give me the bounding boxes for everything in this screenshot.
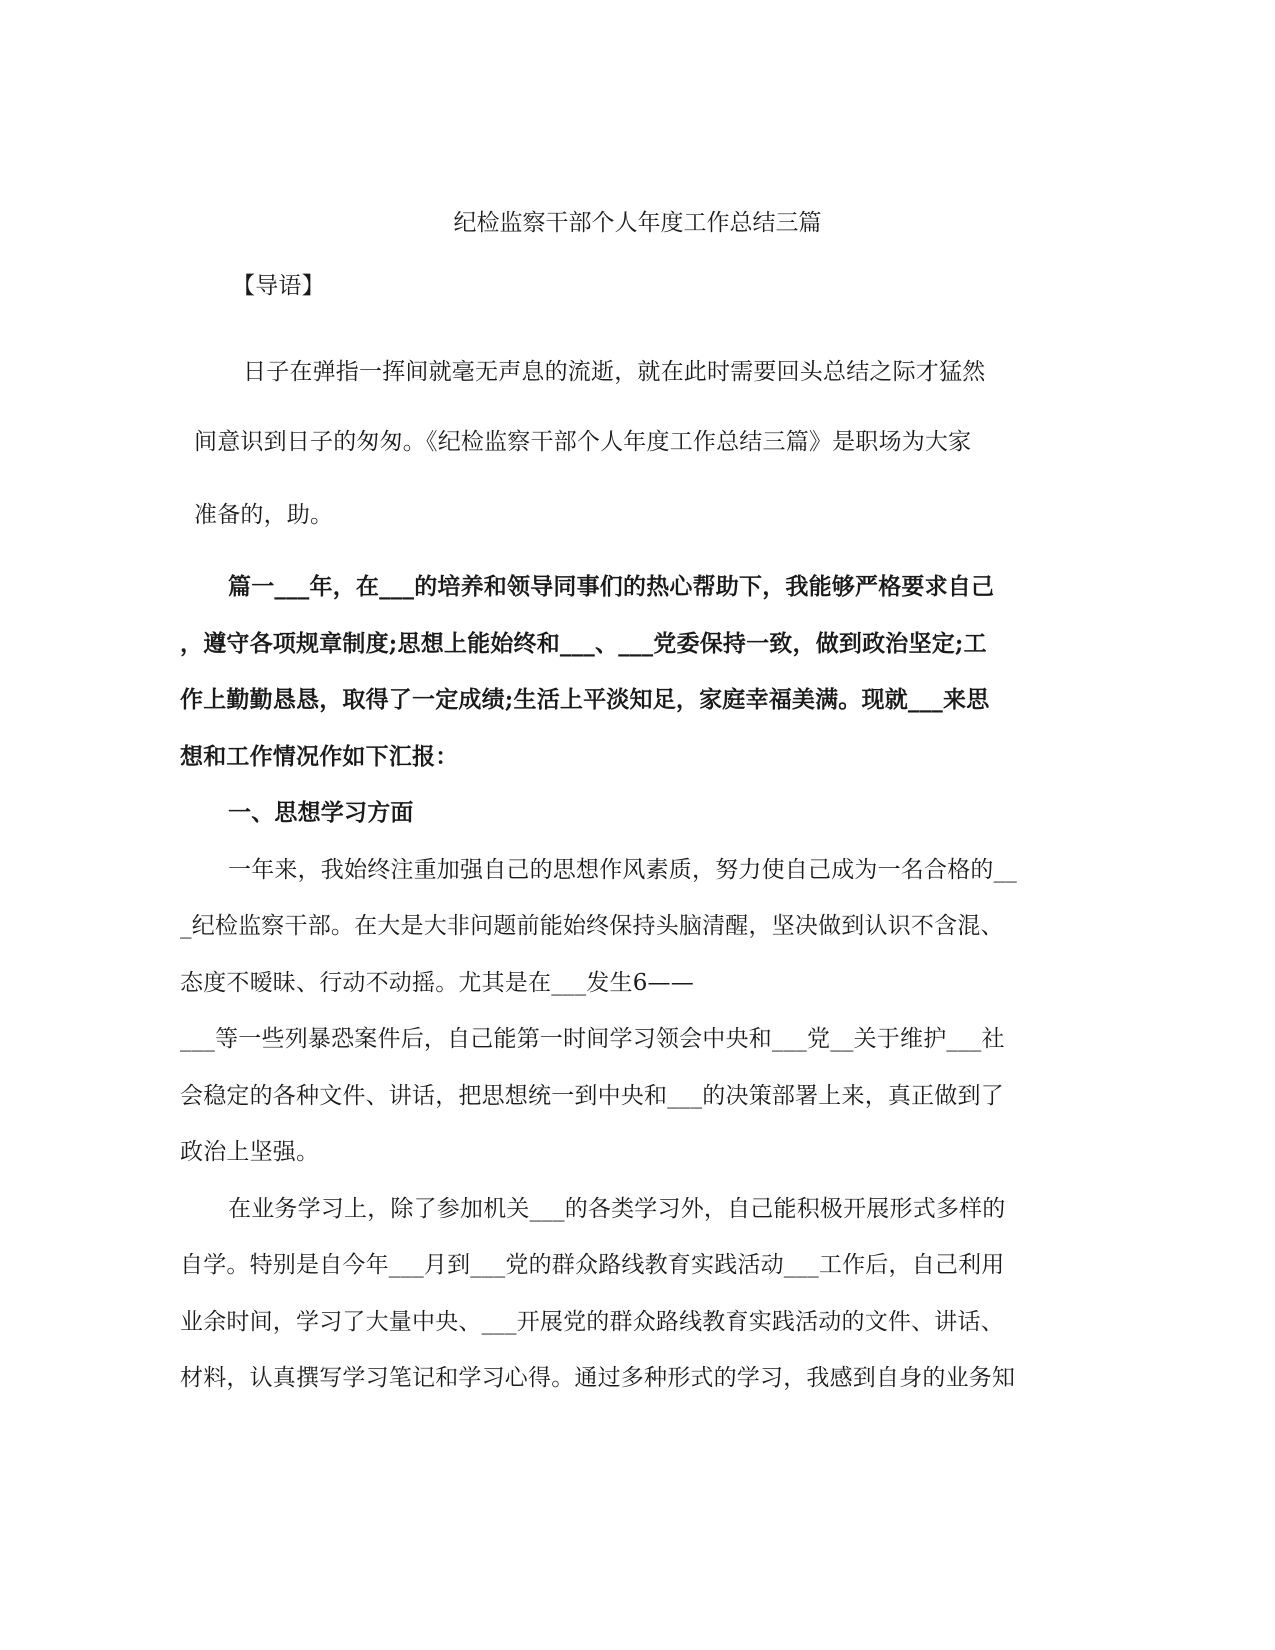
para1-line: _纪检监察干部。在大是大非问题前能始终保持头脑清醒，坚决做到认识不含混、	[180, 913, 1004, 939]
part1-line: 篇一___年，在___的培养和领导同事们的热心帮助下，我能够严格要求自己	[228, 573, 995, 600]
para2-line: 在业务学习上，除了参加机关___的各类学习外，自己能积极开展形式多样的	[228, 1196, 1006, 1222]
intro-line: 日子在弹指一挥间就毫无声息的流逝，就在此时需要回头总结之际才猛然	[243, 359, 986, 385]
part1-line: 作上勤勤恳恳，取得了一定成绩;生活上平淡知足，家庭幸福美满。现就___来思	[180, 686, 990, 713]
part1-line: ，遵守各项规章制度;思想上能始终和___、___党委保持一致，做到政治坚定;工	[180, 630, 987, 657]
para1-line: 一年来，我始终注重加强自己的思想作风素质，努力使自己成为一名合格的__	[228, 857, 1017, 883]
document-title: 纪检监察干部个人年度工作总结三篇	[453, 210, 822, 236]
section-heading: 一、思想学习方面	[228, 799, 414, 826]
para1-line: 态度不暧昧、行动不动摇。尤其是在___发生6——	[180, 970, 694, 996]
para2-line: 自学。特别是自今年___月到___党的群众路线教育实践活动___工作后，自己利用	[180, 1252, 1005, 1278]
para2-line: 材料，认真撰写学习笔记和学习心得。通过多种形式的学习，我感到自身的业务知	[180, 1365, 1016, 1391]
para1-line: 会稳定的各种文件、讲话，把思想统一到中央和___的决策部署上来，真正做到了	[180, 1083, 1004, 1109]
intro-heading: 【导语】	[232, 273, 325, 299]
intro-line: 间意识到日子的匆匆。《纪检监察干部个人年度工作总结三篇》是职场为大家	[194, 429, 972, 455]
para1-line: ___等一些列暴恐案件后，自己能第一时间学习领会中央和___党__关于维护___社	[180, 1026, 1005, 1052]
part1-line: 想和工作情况作如下汇报：	[180, 743, 459, 770]
para1-line: 政治上坚强。	[180, 1139, 320, 1165]
para2-line: 业余时间，学习了大量中央、___开展党的群众路线教育实践活动的文件、讲话、	[180, 1309, 1004, 1335]
intro-line: 准备的，助。	[194, 502, 334, 528]
